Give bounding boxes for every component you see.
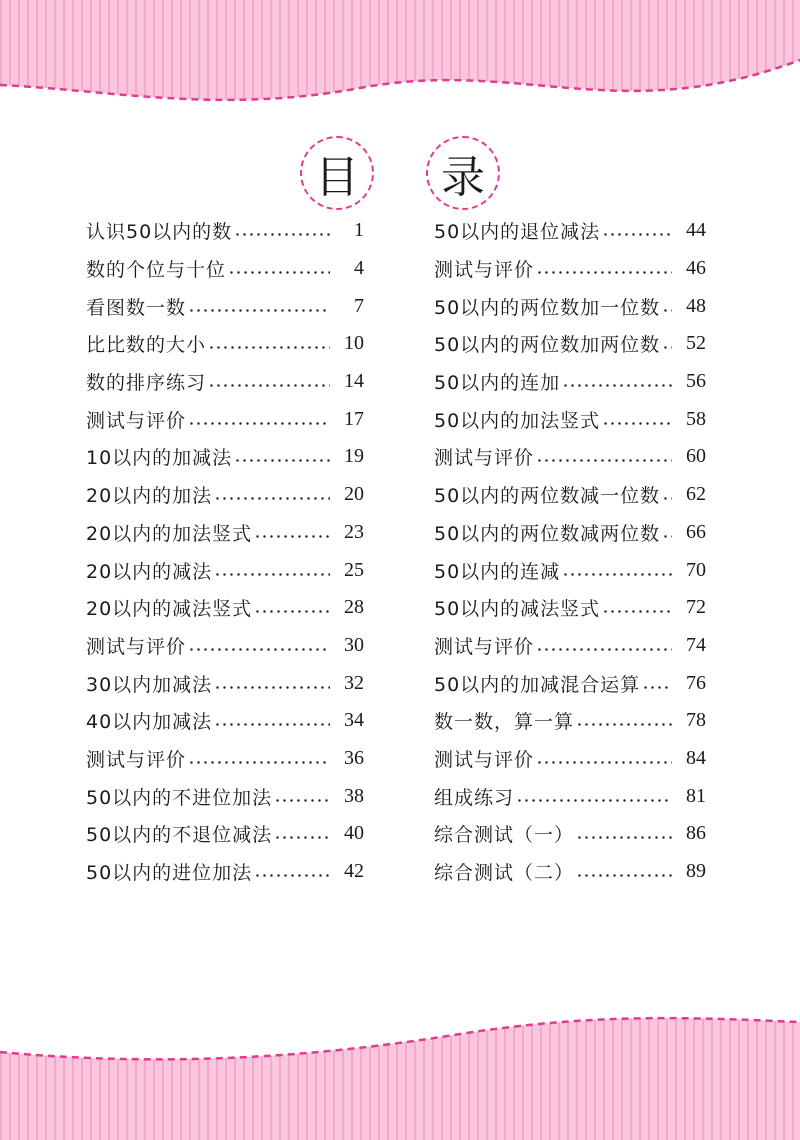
toc-leader-dots: [188, 309, 330, 312]
toc-leader-dots: [214, 497, 330, 500]
toc-entry-page: 72: [686, 596, 706, 619]
toc-leader-dots: [214, 573, 330, 576]
toc-entry-title: 数一数，算一算: [434, 711, 575, 734]
toc-entry-title: 50以内的不进位加法: [86, 786, 273, 809]
toc-entry-page: 89: [686, 860, 706, 883]
toc-entry[interactable]: [434, 363, 706, 401]
toc-entry-title: 看图数一数: [86, 296, 187, 319]
toc-entry[interactable]: [86, 250, 364, 288]
toc-leader-dots: [536, 271, 672, 274]
toc-leader-dots: [254, 610, 330, 613]
bottom-decorative-band: [0, 1000, 800, 1140]
toc-entry-title: 50以内的两位数减一位数: [434, 485, 661, 508]
toc-entry-page: 20: [344, 483, 364, 506]
toc-entry-page: 46: [686, 257, 706, 280]
toc-entry[interactable]: [434, 815, 706, 853]
toc-leader-dots: [234, 459, 330, 462]
toc-entry-title: 测试与评价: [86, 635, 187, 658]
page-title: [0, 136, 800, 216]
toc-leader-dots: [536, 761, 672, 764]
toc-leader-dots: [214, 686, 330, 689]
toc-entry[interactable]: [86, 438, 364, 476]
toc-entry-title: 比比数的大小: [86, 334, 207, 357]
toc-entry-title: 认识50以内的数: [86, 221, 233, 244]
toc-leader-dots: [516, 799, 672, 802]
toc-entry[interactable]: [434, 777, 706, 815]
toc-leader-dots: [662, 497, 672, 500]
toc-entry[interactable]: [434, 250, 706, 288]
toc-entry[interactable]: [434, 212, 706, 250]
toc-entry-title: 50以内的进位加法: [86, 862, 253, 885]
toc-entry-title: 10以内的加减法: [86, 447, 233, 470]
toc-entry[interactable]: [434, 476, 706, 514]
toc-entry-page: 58: [686, 407, 706, 430]
toc-entry-title: 测试与评价: [86, 748, 187, 771]
toc-entry-title: 50以内的两位数加一位数: [434, 296, 661, 319]
toc-entry[interactable]: [86, 325, 364, 363]
toc-entry[interactable]: [86, 627, 364, 665]
toc-entry-page: 81: [686, 784, 706, 807]
toc-leader-dots: [562, 384, 672, 387]
toc-leader-dots: [602, 610, 672, 613]
toc-leader-dots: [208, 346, 330, 349]
toc-entry[interactable]: [434, 400, 706, 438]
toc-entry-page: 32: [344, 671, 364, 694]
toc-entry-page: 23: [344, 520, 364, 543]
toc-entry-title: 50以内的退位减法: [434, 221, 601, 244]
toc-entry-page: 66: [686, 520, 706, 543]
toc-entry-title: 测试与评价: [434, 447, 535, 470]
toc-entry-page: 7: [354, 294, 364, 317]
toc-entry-title: 20以内的减法竖式: [86, 598, 253, 621]
toc-entry[interactable]: [434, 627, 706, 665]
toc-leader-dots: [274, 836, 330, 839]
toc-entry[interactable]: [86, 514, 364, 552]
toc-entry[interactable]: [86, 702, 364, 740]
toc-entry-title: 20以内的减法: [86, 560, 213, 583]
toc-entry-title: 测试与评价: [434, 748, 535, 771]
toc-leader-dots: [576, 836, 672, 839]
toc-entry-title: 20以内的加法: [86, 485, 213, 508]
toc-entry-title: 50以内的连减: [434, 560, 561, 583]
toc-entry-page: 60: [686, 445, 706, 468]
toc-entry[interactable]: [86, 815, 364, 853]
toc-entry[interactable]: [86, 740, 364, 778]
toc-entry-title: 综合测试（一）: [434, 824, 575, 847]
toc-entry[interactable]: [86, 551, 364, 589]
toc-leader-dots: [536, 459, 672, 462]
toc-entry[interactable]: [434, 514, 706, 552]
toc-leader-dots: [576, 723, 672, 726]
toc-entry-page: 14: [344, 370, 364, 393]
toc-entry[interactable]: [86, 287, 364, 325]
toc-entry-title: 组成练习: [434, 786, 515, 809]
toc-entry-title: 50以内的减法竖式: [434, 598, 601, 621]
toc-entry[interactable]: [86, 664, 364, 702]
toc-entry-page: 25: [344, 558, 364, 581]
toc-entry-title: 50以内的加减混合运算: [434, 673, 641, 696]
toc-leader-dots: [662, 535, 672, 538]
toc-leader-dots: [602, 233, 672, 236]
toc-entry-page: 48: [686, 294, 706, 317]
toc-entry-page: 4: [354, 257, 364, 280]
toc-leader-dots: [642, 686, 672, 689]
toc-entry-title: 50以内的不退位减法: [86, 824, 273, 847]
toc-entry-title: 测试与评价: [434, 635, 535, 658]
toc-leader-dots: [662, 309, 672, 312]
toc-entry-title: 30以内加减法: [86, 673, 213, 696]
title-char-1: 目: [300, 136, 374, 210]
toc-entry-page: 17: [344, 407, 364, 430]
toc-entry-title: 50以内的加法竖式: [434, 409, 601, 432]
toc-left-column: [86, 212, 364, 890]
toc-leader-dots: [254, 874, 330, 877]
toc-entry[interactable]: [86, 476, 364, 514]
toc-entry-page: 1: [354, 219, 364, 242]
toc-entry-title: 40以内加减法: [86, 711, 213, 734]
toc-entry-page: 70: [686, 558, 706, 581]
toc-entry-page: 74: [686, 633, 706, 656]
top-decorative-band: [0, 0, 800, 120]
toc-entry[interactable]: [434, 702, 706, 740]
toc-entry-page: 19: [344, 445, 364, 468]
toc-entry[interactable]: [434, 325, 706, 363]
toc-entry[interactable]: [86, 777, 364, 815]
toc-entry-page: 76: [686, 671, 706, 694]
toc-right-column: [434, 212, 706, 890]
toc-entry-page: 84: [686, 746, 706, 769]
toc-entry-page: 40: [344, 822, 364, 845]
toc-leader-dots: [214, 723, 330, 726]
toc-leader-dots: [254, 535, 330, 538]
toc-leader-dots: [602, 422, 672, 425]
toc-leader-dots: [662, 346, 672, 349]
toc-leader-dots: [536, 648, 672, 651]
toc-entry-page: 30: [344, 633, 364, 656]
toc-entry[interactable]: [434, 287, 706, 325]
toc-leader-dots: [188, 761, 330, 764]
toc-entry-title: 测试与评价: [86, 409, 187, 432]
toc-entry[interactable]: [434, 664, 706, 702]
title-char-2: 录: [426, 136, 500, 210]
toc-entry[interactable]: [86, 212, 364, 250]
toc-entry[interactable]: [434, 853, 706, 891]
toc-entry-page: 34: [344, 709, 364, 732]
toc-entry-title: 50以内的连加: [434, 372, 561, 395]
toc-leader-dots: [562, 573, 672, 576]
toc-leader-dots: [576, 874, 672, 877]
toc-entry-page: 56: [686, 370, 706, 393]
toc-leader-dots: [228, 271, 330, 274]
toc-entry-page: 86: [686, 822, 706, 845]
toc-entry-title: 50以内的两位数加两位数: [434, 334, 661, 357]
toc-entry-page: 44: [686, 219, 706, 242]
toc-entry[interactable]: [86, 363, 364, 401]
toc-entry[interactable]: [86, 589, 364, 627]
toc-entry-title: 数的个位与十位: [86, 259, 227, 282]
toc-entry[interactable]: [434, 438, 706, 476]
toc-entry-page: 36: [344, 746, 364, 769]
toc-leader-dots: [274, 799, 330, 802]
toc-entry[interactable]: [434, 551, 706, 589]
toc-entry[interactable]: [86, 400, 364, 438]
toc-entry-page: 10: [344, 332, 364, 355]
toc-entry[interactable]: [434, 589, 706, 627]
toc-entry-title: 测试与评价: [434, 259, 535, 282]
toc-entry-page: 78: [686, 709, 706, 732]
toc-entry[interactable]: [434, 740, 706, 778]
toc-entry-page: 38: [344, 784, 364, 807]
toc-entry[interactable]: [86, 853, 364, 891]
toc-entry-title: 20以内的加法竖式: [86, 522, 253, 545]
toc-entry-title: 综合测试（二）: [434, 862, 575, 885]
toc-entry-page: 42: [344, 860, 364, 883]
toc-entry-page: 28: [344, 596, 364, 619]
toc-entry-page: 62: [686, 483, 706, 506]
toc-leader-dots: [188, 648, 330, 651]
toc-entry-page: 52: [686, 332, 706, 355]
toc-leader-dots: [188, 422, 330, 425]
toc-entry-title: 数的排序练习: [86, 372, 207, 395]
toc-leader-dots: [208, 384, 330, 387]
toc-entry-title: 50以内的两位数减两位数: [434, 522, 661, 545]
toc-leader-dots: [234, 233, 330, 236]
